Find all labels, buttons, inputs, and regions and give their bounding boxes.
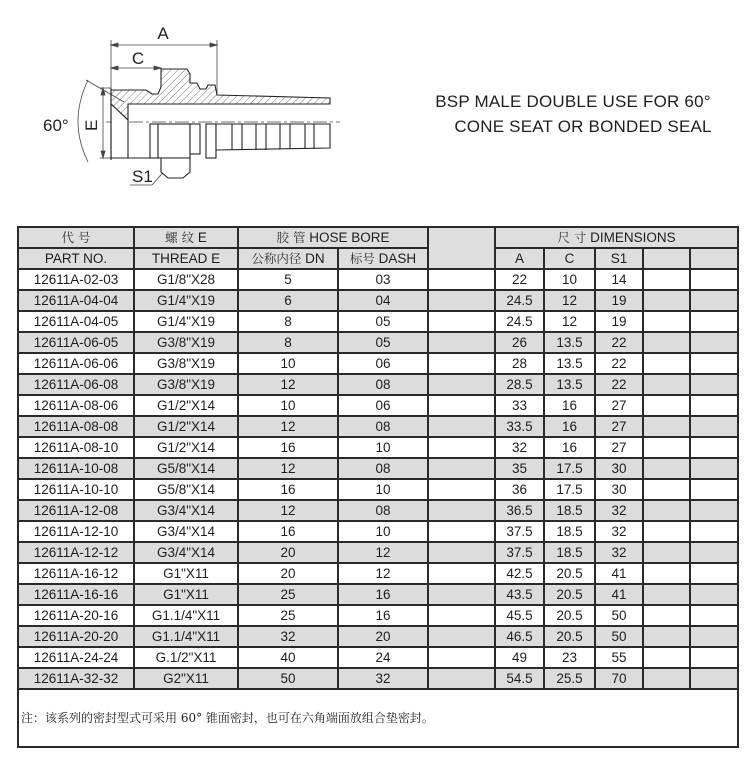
cell-s1: 22	[595, 332, 643, 353]
cell-dash: 08	[338, 500, 428, 521]
cell-c: 18.5	[544, 542, 595, 563]
cell-blank	[690, 395, 738, 416]
cell-s1: 27	[595, 437, 643, 458]
cell-dn: 12	[238, 458, 338, 479]
cell-thread: G1/4"X19	[134, 290, 238, 311]
cell-dn: 25	[238, 584, 338, 605]
cell-part: 12611A-08-10	[18, 437, 134, 458]
cell-c: 25.5	[544, 668, 595, 689]
cell-a: 26	[495, 332, 544, 353]
cell-s1: 50	[595, 605, 643, 626]
cell-part: 12611A-20-20	[18, 626, 134, 647]
cell-blank	[428, 668, 495, 689]
cell-a: 36.5	[495, 500, 544, 521]
cell-blank	[643, 332, 690, 353]
cell-part: 12611A-08-06	[18, 395, 134, 416]
cell-c: 12	[544, 290, 595, 311]
cell-c: 20.5	[544, 563, 595, 584]
cell-blank	[428, 626, 495, 647]
cell-part: 12611A-08-08	[18, 416, 134, 437]
header-thread-cn: 螺 纹 E	[134, 227, 238, 248]
table-row	[18, 311, 738, 332]
cell-c: 16	[544, 416, 595, 437]
cell-dash: 12	[338, 542, 428, 563]
cell-dn: 25	[238, 605, 338, 626]
cell-c: 16	[544, 395, 595, 416]
cell-a: 35	[495, 458, 544, 479]
table-row	[18, 605, 738, 626]
cell-dn: 6	[238, 290, 338, 311]
cell-s1: 30	[595, 479, 643, 500]
header-dn: 公称内径 DN	[238, 248, 338, 269]
cell-dn: 5	[238, 269, 338, 290]
cell-blank	[643, 584, 690, 605]
cell-thread: G3/8"X19	[134, 374, 238, 395]
cell-s1: 27	[595, 395, 643, 416]
cell-part: 12611A-10-10	[18, 479, 134, 500]
table-row	[18, 542, 738, 563]
fitting-drawing	[0, 0, 380, 200]
dim-s1-label: S1	[132, 167, 153, 186]
cell-s1: 22	[595, 353, 643, 374]
cell-blank	[428, 479, 495, 500]
cell-blank	[643, 374, 690, 395]
cell-blank	[690, 269, 738, 290]
cell-a: 37.5	[495, 521, 544, 542]
cell-a: 42.5	[495, 563, 544, 584]
cell-blank	[690, 332, 738, 353]
cell-blank	[643, 626, 690, 647]
cell-dn: 12	[238, 500, 338, 521]
cell-dash: 12	[338, 563, 428, 584]
header-hose-bore: 胶 管 HOSE BORE	[238, 227, 428, 248]
cell-thread: G1/2"X14	[134, 437, 238, 458]
cell-a: 33	[495, 395, 544, 416]
table-row	[18, 521, 738, 542]
cell-c: 10	[544, 269, 595, 290]
cell-blank	[428, 584, 495, 605]
cell-blank	[428, 500, 495, 521]
cell-s1: 32	[595, 521, 643, 542]
cell-c: 12	[544, 311, 595, 332]
table-row	[18, 563, 738, 584]
cell-dn: 20	[238, 563, 338, 584]
header-blank	[690, 248, 738, 269]
footnote: 注：该系列的密封型式可采用 60° 锥面密封，也可在六角端面放组合垫密封。	[18, 689, 738, 747]
cell-blank	[690, 500, 738, 521]
cell-thread: G1/2"X14	[134, 395, 238, 416]
cell-blank	[428, 437, 495, 458]
cell-blank	[690, 353, 738, 374]
dim-a-label: A	[157, 24, 169, 43]
cell-blank	[690, 668, 738, 689]
cell-blank	[643, 563, 690, 584]
cell-part: 12611A-16-12	[18, 563, 134, 584]
cell-part: 12611A-12-08	[18, 500, 134, 521]
product-title-line1: BSP MALE DOUBLE USE FOR 60°	[435, 92, 711, 111]
header-blank	[428, 227, 495, 269]
cell-dash: 06	[338, 353, 428, 374]
header-row-1	[18, 227, 738, 248]
cell-a: 46.5	[495, 626, 544, 647]
cell-c: 18.5	[544, 500, 595, 521]
cell-s1: 32	[595, 542, 643, 563]
note-row	[18, 689, 738, 747]
cell-dn: 12	[238, 416, 338, 437]
cell-dn: 16	[238, 521, 338, 542]
cell-dash: 08	[338, 374, 428, 395]
cell-part: 12611A-04-04	[18, 290, 134, 311]
cell-dash: 10	[338, 521, 428, 542]
cell-s1: 70	[595, 668, 643, 689]
cell-blank	[428, 563, 495, 584]
cell-dn: 16	[238, 479, 338, 500]
cell-blank	[690, 479, 738, 500]
table-row	[18, 500, 738, 521]
cell-blank	[643, 479, 690, 500]
cell-blank	[428, 605, 495, 626]
cell-a: 24.5	[495, 290, 544, 311]
cell-dn: 16	[238, 437, 338, 458]
cell-blank	[428, 374, 495, 395]
cell-dash: 08	[338, 416, 428, 437]
cell-s1: 41	[595, 584, 643, 605]
cell-blank	[428, 332, 495, 353]
cell-blank	[428, 290, 495, 311]
cell-a: 28.5	[495, 374, 544, 395]
cell-dn: 8	[238, 332, 338, 353]
header-dash: 标号 DASH	[338, 248, 428, 269]
cell-s1: 50	[595, 626, 643, 647]
cell-part: 12611A-12-12	[18, 542, 134, 563]
cell-part: 12611A-04-05	[18, 311, 134, 332]
fitting-body	[111, 69, 330, 178]
cell-dash: 04	[338, 290, 428, 311]
cell-s1: 19	[595, 311, 643, 332]
cell-thread: G3/4"X14	[134, 542, 238, 563]
cell-c: 16	[544, 437, 595, 458]
cell-a: 49	[495, 647, 544, 668]
cell-blank	[690, 437, 738, 458]
cell-thread: G5/8"X14	[134, 458, 238, 479]
cell-blank	[690, 626, 738, 647]
table-row	[18, 458, 738, 479]
cell-thread: G1/4"X19	[134, 311, 238, 332]
header-dimensions: 尺 寸 DIMENSIONS	[495, 227, 738, 248]
cell-thread: G3/8"X19	[134, 353, 238, 374]
cell-blank	[690, 605, 738, 626]
table-row	[18, 353, 738, 374]
cell-blank	[428, 416, 495, 437]
cell-blank	[643, 437, 690, 458]
cell-blank	[690, 647, 738, 668]
cell-a: 45.5	[495, 605, 544, 626]
table-row	[18, 395, 738, 416]
angle-label: 60°	[43, 116, 69, 135]
cell-s1: 32	[595, 500, 643, 521]
cell-blank	[428, 542, 495, 563]
cell-thread: G.1/2"X11	[134, 647, 238, 668]
cell-blank	[690, 311, 738, 332]
cell-dash: 16	[338, 584, 428, 605]
table-row	[18, 374, 738, 395]
cell-thread: G1/8"X28	[134, 269, 238, 290]
cell-c: 13.5	[544, 374, 595, 395]
header-part-en: PART NO.	[18, 248, 134, 269]
cell-blank	[428, 458, 495, 479]
cell-c: 13.5	[544, 332, 595, 353]
cell-blank	[643, 416, 690, 437]
cell-dn: 10	[238, 353, 338, 374]
cell-a: 43.5	[495, 584, 544, 605]
cell-blank	[690, 458, 738, 479]
cell-dash: 10	[338, 479, 428, 500]
cell-thread: G3/4"X14	[134, 500, 238, 521]
table-row	[18, 290, 738, 311]
cell-blank	[643, 521, 690, 542]
dim-e-label: E	[82, 119, 101, 131]
cell-part: 12611A-06-06	[18, 353, 134, 374]
cell-a: 54.5	[495, 668, 544, 689]
cell-dn: 8	[238, 311, 338, 332]
cell-thread: G1.1/4"X11	[134, 605, 238, 626]
table-row	[18, 416, 738, 437]
cell-blank	[643, 311, 690, 332]
cell-blank	[690, 416, 738, 437]
cell-dn: 50	[238, 668, 338, 689]
cell-a: 28	[495, 353, 544, 374]
cell-blank	[428, 521, 495, 542]
cell-c: 18.5	[544, 521, 595, 542]
cell-dash: 03	[338, 269, 428, 290]
cell-thread: G3/8"X19	[134, 332, 238, 353]
cell-c: 17.5	[544, 479, 595, 500]
header-thread-en: THREAD E	[134, 248, 238, 269]
cell-c: 20.5	[544, 584, 595, 605]
cell-dn: 32	[238, 626, 338, 647]
cell-blank	[690, 563, 738, 584]
cell-blank	[428, 311, 495, 332]
cell-blank	[643, 542, 690, 563]
cell-thread: G1"X11	[134, 584, 238, 605]
header-col-s1: S1	[595, 248, 643, 269]
cell-thread: G2"X11	[134, 668, 238, 689]
cell-dn: 12	[238, 374, 338, 395]
table-row	[18, 269, 738, 290]
cell-s1: 19	[595, 290, 643, 311]
cell-s1: 41	[595, 563, 643, 584]
cell-thread: G1"X11	[134, 563, 238, 584]
cell-blank	[643, 458, 690, 479]
cell-dn: 40	[238, 647, 338, 668]
table-row	[18, 437, 738, 458]
table-row	[18, 584, 738, 605]
cell-dash: 32	[338, 668, 428, 689]
cell-s1: 22	[595, 374, 643, 395]
cell-blank	[643, 269, 690, 290]
cell-blank	[643, 353, 690, 374]
header-part-cn: 代 号	[18, 227, 134, 248]
cell-part: 12611A-12-10	[18, 521, 134, 542]
cell-blank	[690, 374, 738, 395]
cell-blank	[428, 647, 495, 668]
product-title-line2: CONE SEAT OR BONDED SEAL	[454, 117, 712, 136]
cell-blank	[643, 500, 690, 521]
table-row	[18, 647, 738, 668]
cell-blank	[643, 647, 690, 668]
cell-c: 20.5	[544, 626, 595, 647]
cell-s1: 14	[595, 269, 643, 290]
cell-dash: 20	[338, 626, 428, 647]
table-row	[18, 668, 738, 689]
cell-dash: 06	[338, 395, 428, 416]
cell-blank	[690, 542, 738, 563]
cell-a: 22	[495, 269, 544, 290]
cell-a: 24.5	[495, 311, 544, 332]
cell-thread: G1/2"X14	[134, 416, 238, 437]
cell-a: 32	[495, 437, 544, 458]
cell-part: 12611A-06-05	[18, 332, 134, 353]
cell-a: 36	[495, 479, 544, 500]
cell-c: 20.5	[544, 605, 595, 626]
header-blank	[643, 248, 690, 269]
cell-part: 12611A-16-16	[18, 584, 134, 605]
cell-blank	[428, 269, 495, 290]
cell-thread: G5/8"X14	[134, 479, 238, 500]
cell-part: 12611A-10-08	[18, 458, 134, 479]
cell-a: 33.5	[495, 416, 544, 437]
cell-blank	[643, 668, 690, 689]
table-row	[18, 626, 738, 647]
header-col-a: A	[495, 248, 544, 269]
cell-dn: 20	[238, 542, 338, 563]
cell-s1: 27	[595, 416, 643, 437]
cell-part: 12611A-06-08	[18, 374, 134, 395]
cell-part: 12611A-02-03	[18, 269, 134, 290]
cell-blank	[428, 395, 495, 416]
cell-dn: 10	[238, 395, 338, 416]
cell-blank	[428, 353, 495, 374]
cell-blank	[690, 290, 738, 311]
cell-blank	[690, 521, 738, 542]
cell-s1: 55	[595, 647, 643, 668]
cell-thread: G1.1/4"X11	[134, 626, 238, 647]
table-row	[18, 479, 738, 500]
cell-blank	[643, 395, 690, 416]
cell-c: 23	[544, 647, 595, 668]
spec-table	[17, 226, 739, 748]
header-col-c: C	[544, 248, 595, 269]
cell-blank	[690, 584, 738, 605]
cell-part: 12611A-24-24	[18, 647, 134, 668]
cell-dash: 08	[338, 458, 428, 479]
cell-c: 17.5	[544, 458, 595, 479]
cell-blank	[643, 290, 690, 311]
cell-c: 13.5	[544, 353, 595, 374]
cell-thread: G3/4"X14	[134, 521, 238, 542]
cell-blank	[643, 605, 690, 626]
table-row	[18, 332, 738, 353]
cell-dash: 16	[338, 605, 428, 626]
cell-dash: 05	[338, 332, 428, 353]
header-row-2	[18, 248, 738, 269]
cell-a: 37.5	[495, 542, 544, 563]
cell-dash: 24	[338, 647, 428, 668]
dim-c-label: C	[131, 49, 145, 68]
cell-part: 12611A-32-32	[18, 668, 134, 689]
cell-s1: 30	[595, 458, 643, 479]
cell-part: 12611A-20-16	[18, 605, 134, 626]
cell-dash: 05	[338, 311, 428, 332]
cell-dash: 10	[338, 437, 428, 458]
